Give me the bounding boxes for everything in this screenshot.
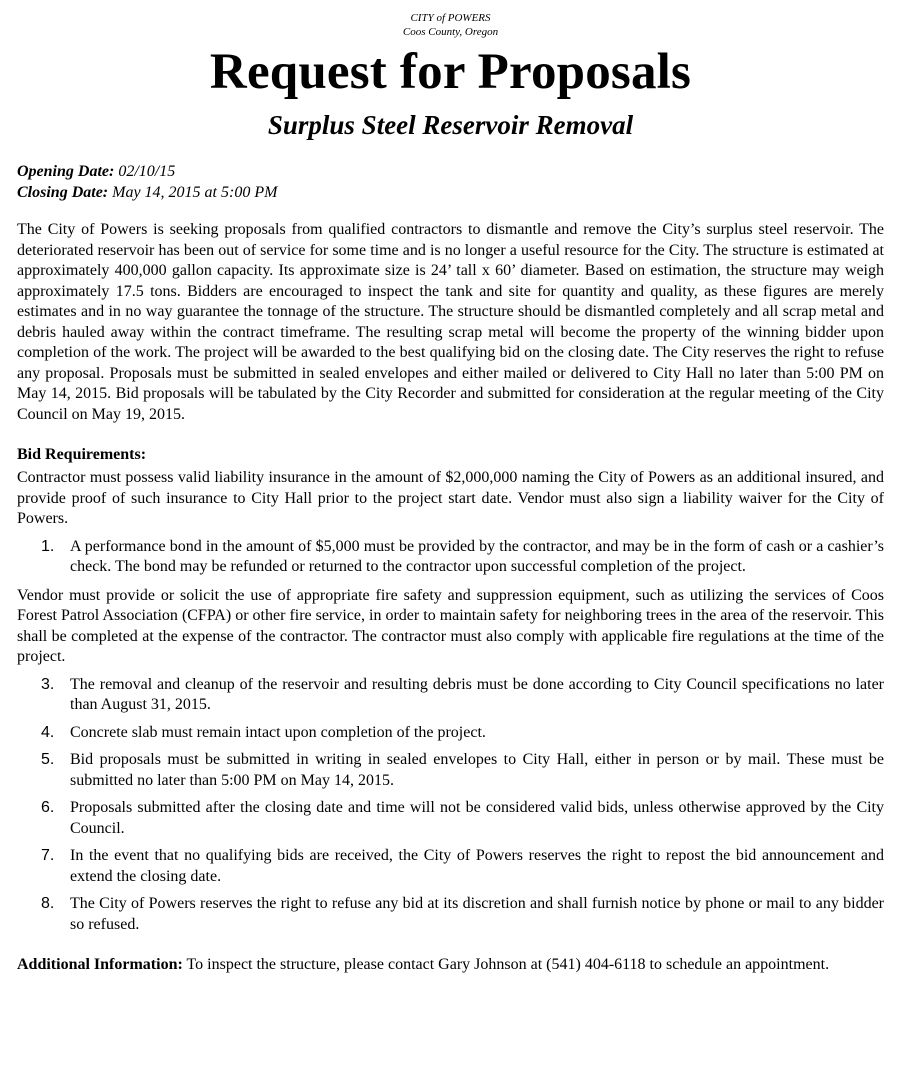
list-item-text: A performance bond in the amount of $5,000 must be provided by the contractor, and may be in the form of cash or a cashier’s check. The bond may be refunded or returned to the contractor upon successful completion of the project.	[70, 537, 884, 575]
additional-information	[17, 955, 884, 976]
page-subtitle: Surplus Steel Reservoir Removal	[267, 110, 634, 140]
list-item-number: 5.	[41, 751, 55, 768]
dates-block	[17, 161, 884, 203]
list-item-text: Proposals submitted after the closing date and time will not be considered valid bids, unless otherwise approved by the City Council.	[70, 799, 884, 837]
list-item-text: The City of Powers reserves the right to refuse any bid at its discretion and shall furnish notice by phone or mail to any bidder so refused.	[70, 895, 884, 933]
list-item	[17, 894, 884, 935]
list-item	[17, 537, 884, 578]
list-item-text: The removal and cleanup of the reservoir and resulting debris must be done according to City Council specifications no later than August 31, 2015.	[70, 675, 884, 713]
opening-date-value: 02/10/15	[118, 163, 176, 180]
list-item-number: 3.	[41, 675, 55, 693]
insurance-paragraph: Contractor must possess valid liability insurance in the amount of $2,000,000 naming the City of Powers as an additional insured, and provide proof of such insurance to City Hall prior to the project start date. Vendor must also sign a liability waiver for the City of Powers.	[17, 469, 884, 527]
additional-information-text: To inspect the structure, please contact Gary Johnson at (541) 404-6118 to schedule an appointment.	[182, 956, 830, 973]
vendor-paragraph: Vendor must provide or solicit the use of appropriate fire safety and suppression equipment, such as utilizing the services of Coos Forest Patrol Association (CFPA) or other fire service, in order to maintain safety for neighboring trees in the area of the reservoir. This shall be completed at the expense of the contractor. The contractor must also comply with applicable fire regulations at the time of the project.	[17, 586, 884, 665]
list-item	[17, 798, 884, 839]
rfp-document	[17, 0, 884, 976]
list-item-number: 8.	[41, 895, 55, 912]
closing-date-label: Closing Date:	[17, 184, 109, 201]
letterhead	[17, 0, 884, 39]
list-item-text: Bid proposals must be submitted in writing in sealed envelopes to City Hall, either in person or by mail. These must be submitted no later than 5:00 PM on May 14, 2015.	[70, 751, 884, 789]
page-title: Request for Proposals	[209, 44, 692, 100]
list-item-number: 7.	[41, 847, 55, 864]
city-name: CITY of POWERS	[410, 12, 491, 24]
list-item-text: Concrete slab must remain intact upon completion of the project.	[70, 723, 486, 741]
list-item	[17, 846, 884, 887]
intro-paragraph: The City of Powers is seeking proposals from qualified contractors to dismantle and remove the City’s surplus steel reservoir. The deteriorated reservoir has been out of service for some time and is no longer a useful resource for the City. The structure is estimated at approximately 400,000 gallon capacity. Its approximate size is 24’ tall x 60’ diameter. Based on estimation, the structure may weigh approximately 17.5 tons. Bidders are encouraged to inspect the tank and site for quantity and quality, as these figures are merely estimates and in no way guarantee the tonnage of the structure. The structure should be dismantled completely and all scrap metal and debris hauled away within the contract timeframe. The resulting scrap metal will become the property of the winning bidder upon completion of the work. The project will be awarded to the best qualifying bid on the closing date. The City reserves the right to refuse any proposal. Proposals must be submitted in sealed envelopes and either mailed or delivered to City Hall no later than 5:00 PM on May 14, 2015. Bid proposals will be tabulated by the City Recorder and submitted for consideration at the regular meeting of the City Council on May 19, 2015.	[17, 221, 884, 423]
requirements-list	[17, 675, 884, 936]
closing-date	[17, 182, 884, 203]
list-item-number: 6.	[41, 799, 55, 816]
list-item	[17, 723, 884, 744]
closing-date-value: May 14, 2015 at 5:00 PM	[112, 184, 278, 201]
list-item-text: In the event that no qualifying bids are received, the City of Powers reserves the right to repost the bid announcement and extend the closing date.	[70, 847, 884, 885]
list-item	[17, 675, 884, 716]
additional-information-label: Additional Information:	[17, 956, 183, 973]
list-item	[17, 750, 884, 791]
list-item-number: 4.	[41, 723, 55, 741]
county-name: Coos County, Oregon	[402, 26, 499, 38]
bid-requirements-heading: Bid Requirements:	[17, 446, 147, 463]
list-item-number: 1.	[41, 537, 55, 555]
opening-date	[17, 161, 884, 182]
opening-date-label: Opening Date:	[17, 163, 115, 180]
